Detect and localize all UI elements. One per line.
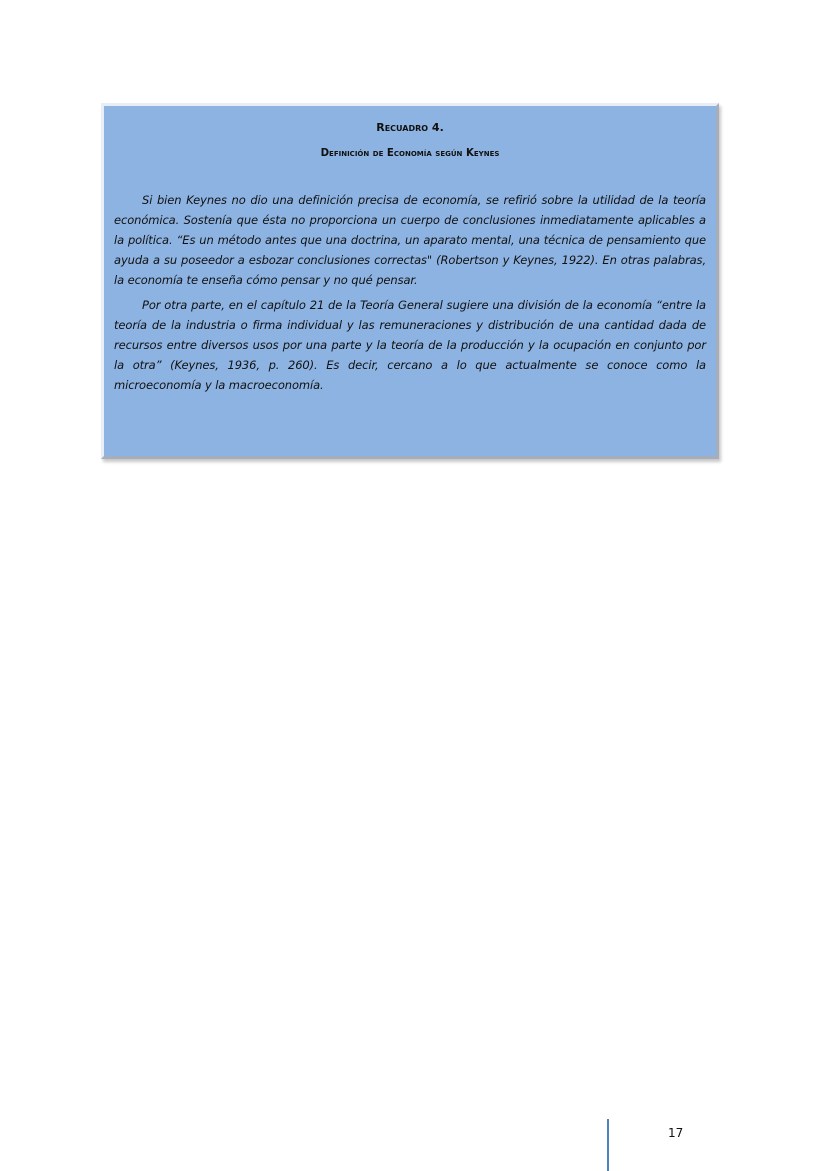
box-paragraph-2: Por otra parte, en el capítulo 21 de la Teoría General sugiere una división de la economía “entre la teoría de la industria o firma individual y las remuneraciones y distribución de una cantidad dada de recursos entre diversos usos por una parte y la teoría de la producción y la ocupación en conjunto por la otra” (Keynes, 1936, p. 260). Es decir, cercano a lo que actualmente se conoce como la microeconomía y la macroeconomía.: [114, 298, 706, 392]
box-label-rest: ecuadro: [384, 121, 429, 134]
page-number: 17: [668, 1126, 684, 1140]
recuadro-box: [101, 103, 719, 459]
footer-rule: [607, 1119, 609, 1171]
box-paragraph-1: Si bien Keynes no dio una definición precisa de economía, se refirió sobre la utilidad de la teoría económica. Sostenía que ésta no proporciona un cuerpo de conclusiones inmediatamente aplicables a la política. “Es un método antes que una doctrina, un aparato mental, una técnica de pensamiento que ayuda a su poseedor a esbozar conclusiones correctas" (Robertson y Keynes, 1922). En otras palabras, la economía te enseña cómo pensar y no qué pensar.: [114, 193, 706, 287]
box-label-initial: R: [376, 121, 385, 134]
box-subtitle: Definición de Economía según Keynes: [320, 148, 500, 159]
box-label: [114, 121, 706, 135]
box-label-number: 4.: [428, 121, 444, 134]
